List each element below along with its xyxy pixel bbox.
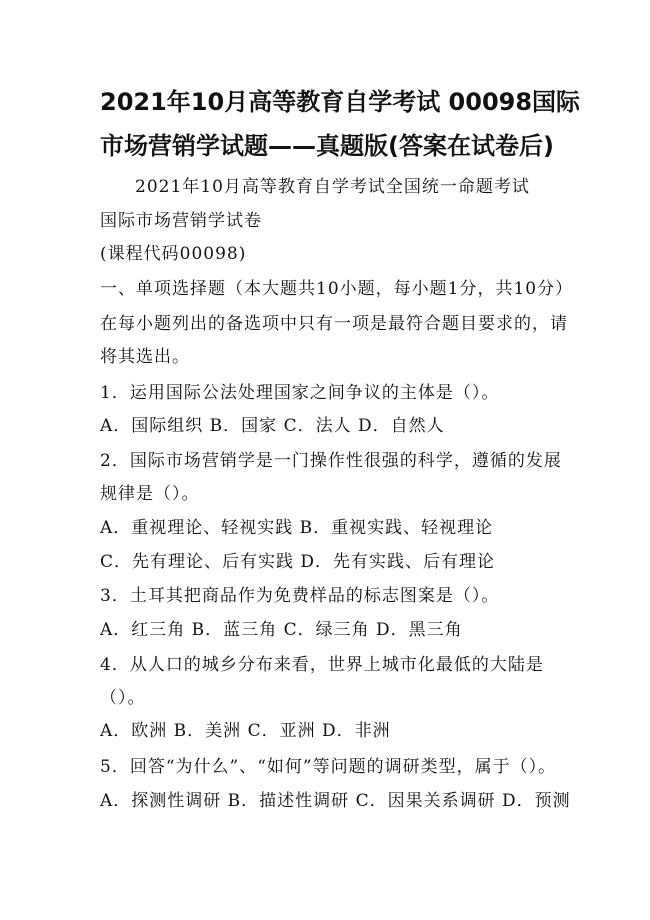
question-1: 1．运用国际公法处理国家之间争议的主体是（）。 — [100, 383, 500, 403]
question-2-line-1: 2．国际市场营销学是一门操作性很强的科学，遵循的发展 — [100, 451, 562, 471]
question-5: 5．回答“为什么”、“如何”等问题的调研类型，属于（）。 — [100, 757, 557, 777]
question-1-options: A．国际组织 B．国家 C．法人 D．自然人 — [100, 416, 445, 436]
course-code: (课程代码00098) — [100, 244, 247, 264]
instructions-line-2: 将其选出。 — [100, 347, 190, 367]
question-4-options: A．欧洲 B．美洲 C．亚洲 D．非洲 — [100, 721, 391, 741]
question-2-options-line-2: C．先有理论、后有实践 D．先有实践、后有理论 — [100, 552, 496, 572]
question-4-line-2: （）。 — [100, 688, 146, 708]
question-2-options-line-1: A．重视理论、轻视实践 B．重视实践、轻视理论 — [100, 518, 494, 538]
paper-name: 国际市场营销学试卷 — [100, 211, 262, 231]
question-3: 3．土耳其把商品作为免费样品的标志图案是（）。 — [100, 586, 500, 606]
instructions-line-1: 在每小题列出的备选项中只有一项是最符合题目要求的，请 — [100, 314, 568, 334]
exam-subtitle: 2021年10月高等教育自学考试全国统一命题考试 — [135, 177, 530, 197]
document-title-line-1: 2021年10月高等教育自学考试 00098国际 — [100, 88, 581, 116]
document-title-line-2: 市场营销学试题——真题版(答案在试卷后) — [100, 132, 554, 160]
question-2-line-2: 规律是（）。 — [100, 484, 200, 504]
question-4-line-1: 4．从人口的城乡分布来看，世界上城市化最低的大陆是 — [100, 655, 544, 675]
question-3-options: A．红三角 B．蓝三角 C．绿三角 D．黑三角 — [100, 620, 463, 640]
question-5-options: A．探测性调研 B．描述性调研 C．因果关系调研 D．预测 — [100, 791, 571, 811]
section-heading: 一、单项选择题（本大题共10小题，每小题1分，共10分） — [100, 279, 574, 299]
